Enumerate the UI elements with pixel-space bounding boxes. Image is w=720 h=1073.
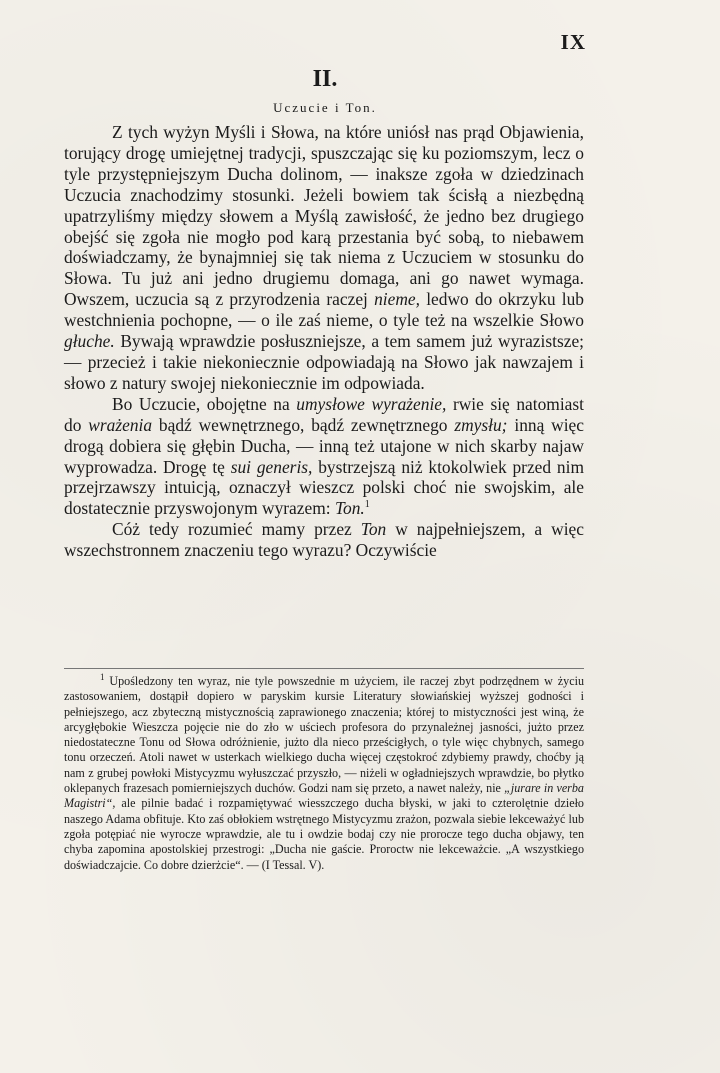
text-run: Bo Uczucie, obojętne na (112, 393, 290, 414)
italic-term: wrażenia (88, 414, 153, 435)
italic-term: nieme, (374, 289, 420, 310)
italic-term: sui generis, (230, 456, 313, 477)
page-number: IX (560, 30, 586, 54)
footnote-mark: 1 (100, 671, 105, 682)
footnote-quote: „jurare in verba Magistri“, (64, 781, 584, 811)
italic-term: Ton. (334, 498, 365, 519)
italic-term: zmysłu; (454, 414, 508, 435)
italic-term: umysłowe wyrażenie, (296, 393, 447, 414)
italic-term: głuche. (64, 331, 115, 352)
footnote-text: Upośledzony ten wyraz, nie tyle powszednie m użyciem, ile raczej zbyt podrzędnem w życiu zastosowaniem, dostąpił dopiero w paryskim kursie Literatury słowiańskiej wyższej godności i pełniejszego, acz zbyteczną mistycznością zaprawionego znaczenia; której to mistyczności jest winą, że arcygłębokie Wieszcza pojęcie nie do zło w uściech profesora do przynależnej jasności, jużto przez niedostateczne Tonu od Słowa odróżnienie, jużto dla nieco prześcigłych, o tyle więc chybnych, samego tonu orzeczeń. Atoli nawet w usterkach wielkiego ducha więcej częstokroć zdybiemy prawdy, choćby ją nam z grubej powłoki Mistycyzmu wyłuszczać przyszło, — niżeli w ogładniejszych wprawdzie, bo płytko oklepanych frazesach pomierniejszych duchów. Godzi nam się przeto, a nawet należy, nie (64, 674, 584, 796)
text-run: Cóż tedy rozumieć mamy przez (112, 519, 352, 540)
text-run: ledwo do okrzyku lub westchnienia pochopne, — o ile zaś nieme, o tyle też na wszelkie Słowo (64, 289, 584, 331)
footnote-reference: 1 (364, 499, 370, 511)
chapter-title: Uczucie i Ton. (273, 100, 377, 115)
text-run: Z tych wyżyn Myśli i Słowa, na które uniósł nas prąd Objawienia, torujący drogę umiejętnej tradycji, spuszczając się ku poziomszym, lecz o tyle przystępniejszym Ducha dolinom, — inaksze zgoła w dziedzinach Uczucia znachodzimy stosunki. Jeżeli bowiem tak ścisłą a niezbędną upatrzyliśmy między słowem a Myślą zawisłość, że jedno bez drugiego obejść się zgoła nie mogło pod karą przestania być sobą, to niebawem doświadczamy, że bynajmniej się tak niema z Uczuciem w stosunku do Słowa. Tu już ani jedno drugiemu domaga, ani go nawet wymaga. Owszem, uczucia są z przyrodzenia raczej (64, 122, 584, 310)
paragraph (64, 122, 584, 394)
paragraph (64, 519, 584, 561)
footnote-paragraph (64, 671, 584, 873)
text-run: Bywają wprawdzie posłuszniejsze, a tem samem już wyrazistsze; — przecież i takie niekoniecznie odpowiadają na Słowo jak nawzajem i słowo z natury swojej niekoniecznie im odpowiada. (64, 331, 584, 393)
chapter-number: II. (312, 66, 338, 92)
text-run: rwie się natomiast do (64, 393, 584, 435)
footnote (64, 671, 584, 873)
italic-term: Ton (360, 519, 387, 540)
text-run: bystrzejszą niż ktokolwiek przed nim przejrzawszy intuicją, oznaczył wieszcz polski choć nie swojskim, ale dostatecznie przyswojonym wyrazem: (64, 456, 584, 519)
text-run: w najpełniejszem, a więc wszechstronnem znaczeniu tego wyrazu? Oczywiście (64, 519, 584, 561)
footnote-divider (64, 668, 584, 669)
text-run: inną więc drogą dobiera się głębin Ducha, — inną też utajone w nich skarby najaw wyprowadza. Drogę tę (64, 414, 584, 477)
text-run: bądź wewnętrznego, bądź zewnętrznego (158, 414, 448, 435)
main-text (64, 122, 584, 561)
paragraph (64, 394, 584, 519)
footnote-text: ale pilnie badać i rozpamiętywać wiesszczego ducha błyski, w jaki to czterolętnie dzieło naszego Adama obfituje. Kto zaś obłokiem wstrętnego Mistycyzmu zrażon, pozwala siebie lekceważyć lub zgoła potępiać nie wyrocze wprawdzie, ale tu i owdzie bodaj czy nie prorocze tego ducha objawy, ten chyba zapomina apostolskiej przestrogi: „Ducha nie gaście. Proroctw nie lekceważcie. „A wszystkiego doświadczajcie. Co dobre dzierżcie“. — (I Tessal. V). (64, 796, 584, 872)
